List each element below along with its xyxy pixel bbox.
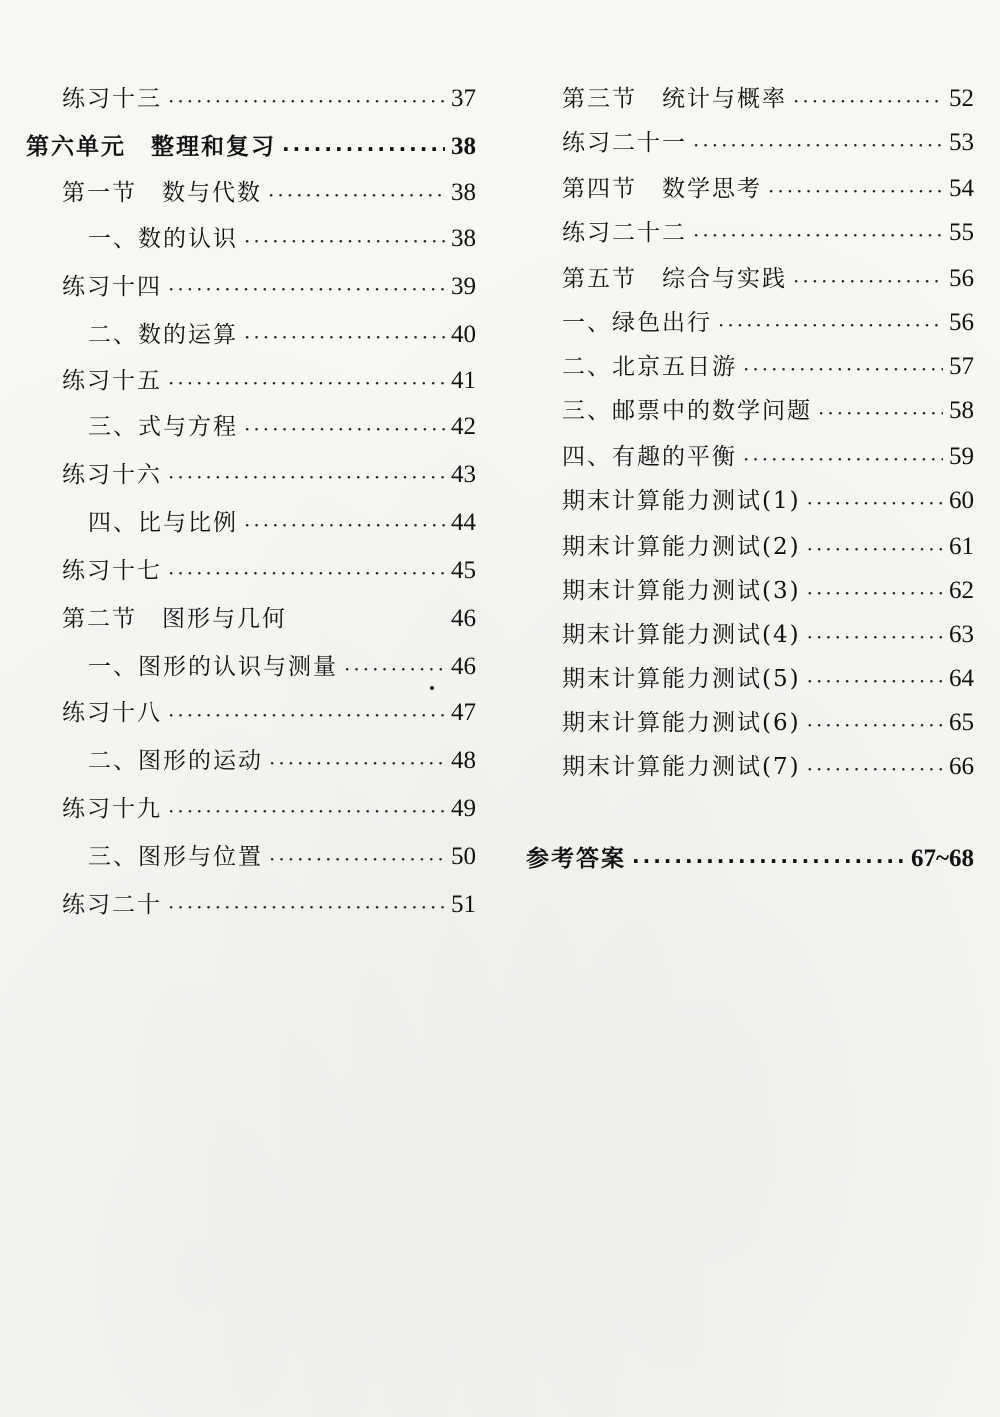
toc-entry-page: 38	[451, 133, 476, 160]
toc-entry-label: 二、北京五日游	[562, 354, 737, 380]
leader-dots	[793, 86, 943, 116]
toc-entry[interactable]	[62, 82, 476, 116]
toc-subsection[interactable]	[88, 650, 476, 684]
toc-entry-label: 第四节 数学思考	[562, 176, 762, 202]
toc-entry-page: 46	[451, 605, 476, 632]
leader-dots	[718, 310, 943, 340]
leader-dots	[168, 368, 445, 398]
leader-dots	[269, 844, 445, 874]
toc-entry-label: 二、图形的运动	[88, 748, 263, 774]
leader-dots	[743, 444, 943, 474]
toc-entry-label: 练习十七	[62, 558, 162, 584]
toc-entry[interactable]	[62, 554, 476, 588]
toc-entry-page: 67~68	[910, 845, 974, 872]
leader-dots	[344, 654, 445, 684]
leader-dots	[168, 462, 445, 492]
toc-entry-label: 期末计算能力测试(6)	[562, 710, 801, 736]
toc-subsection[interactable]	[562, 350, 974, 384]
toc-subsection[interactable]	[88, 410, 476, 444]
toc-subsection[interactable]	[88, 506, 476, 540]
toc-entry-label: 期末计算能力测试(7)	[562, 754, 801, 780]
toc-entry-label: 二、数的运算	[88, 322, 238, 348]
toc-entry-label: 第一节 数与代数	[62, 180, 262, 206]
toc-entry-page: 55	[949, 219, 974, 246]
leader-dots	[743, 354, 943, 384]
leader-dots	[632, 846, 905, 876]
toc-section[interactable]	[62, 602, 476, 636]
toc-entry-page: 46	[451, 653, 476, 680]
leader-dots	[693, 130, 943, 160]
toc-subsection[interactable]	[88, 840, 476, 874]
toc-entry-page: 52	[949, 85, 974, 112]
toc-entry-label: 练习十六	[62, 462, 162, 488]
toc-section[interactable]	[562, 172, 974, 206]
toc-entry-label: 三、式与方程	[88, 414, 238, 440]
toc-entry-page: 48	[451, 747, 476, 774]
toc-entry-page: 38	[451, 225, 476, 252]
toc-subsection[interactable]	[562, 440, 974, 474]
toc-entry[interactable]	[562, 484, 974, 518]
leader-dots	[244, 414, 445, 444]
toc-entry-page: 56	[949, 265, 974, 292]
leader-dots	[168, 558, 445, 588]
toc-entry[interactable]	[562, 216, 974, 250]
leader-dots	[282, 134, 445, 164]
toc-entry[interactable]	[62, 696, 476, 730]
toc-entry-page: 62	[949, 577, 974, 604]
toc-entry-page: 61	[949, 533, 974, 560]
toc-entry-page: 53	[949, 129, 974, 156]
toc-entry-label: 第二节 图形与几何	[62, 606, 287, 632]
leader-dots	[168, 892, 445, 922]
toc-section[interactable]	[562, 262, 974, 296]
toc-entry[interactable]	[562, 618, 974, 652]
toc-subsection[interactable]	[88, 744, 476, 778]
toc-entry-label: 练习二十	[62, 892, 162, 918]
toc-entry-page: 59	[949, 443, 974, 470]
leader-dots	[168, 274, 445, 304]
toc-entry-page: 58	[949, 397, 974, 424]
toc-entry[interactable]	[62, 270, 476, 304]
toc-entry-page: 50	[451, 843, 476, 870]
toc-entry-label: 练习十八	[62, 700, 162, 726]
toc-entry-label: 练习二十一	[562, 130, 687, 156]
toc-entry-label: 练习十五	[62, 368, 162, 394]
leader-dots	[168, 700, 445, 730]
leader-dots	[807, 666, 943, 696]
stray-ink-dot	[430, 686, 434, 690]
leader-dots	[807, 488, 943, 518]
toc-entry[interactable]	[62, 888, 476, 922]
leader-dots	[793, 266, 943, 296]
toc-entry-label: 期末计算能力测试(3)	[562, 578, 801, 604]
toc-entry[interactable]	[562, 750, 974, 784]
toc-entry[interactable]	[562, 126, 974, 160]
toc-entry-label: 三、邮票中的数学问题	[562, 398, 812, 424]
toc-entry-page: 47	[451, 699, 476, 726]
toc-unit-heading[interactable]	[26, 130, 476, 164]
toc-answers-heading[interactable]	[526, 842, 974, 876]
toc-entry-label: 期末计算能力测试(4)	[562, 622, 801, 648]
toc-entry-label: 四、有趣的平衡	[562, 444, 737, 470]
toc-entry-page: 49	[451, 795, 476, 822]
toc-entry-label: 一、图形的认识与测量	[88, 654, 338, 680]
toc-entry-label: 第六单元 整理和复习	[26, 134, 276, 160]
toc-entry-page: 37	[451, 85, 476, 112]
toc-entry-page: 66	[949, 753, 974, 780]
leader-dots	[807, 622, 943, 652]
toc-entry[interactable]	[562, 662, 974, 696]
toc-entry-page: 39	[451, 273, 476, 300]
toc-subsection[interactable]	[88, 222, 476, 256]
toc-entry-label: 期末计算能力测试(2)	[562, 534, 801, 560]
toc-entry[interactable]	[562, 530, 974, 564]
toc-entry-label: 练习十九	[62, 796, 162, 822]
toc-entry-label: 期末计算能力测试(5)	[562, 666, 801, 692]
toc-entry-page: 38	[451, 179, 476, 206]
toc-entry-page: 63	[949, 621, 974, 648]
toc-entry-page: 65	[949, 709, 974, 736]
toc-section[interactable]	[562, 82, 974, 116]
toc-entry[interactable]	[62, 364, 476, 398]
leader-dots	[244, 510, 445, 540]
toc-entry-page: 51	[451, 891, 476, 918]
leader-dots	[807, 578, 943, 608]
toc-entry-page: 56	[949, 309, 974, 336]
toc-entry-label: 练习十四	[62, 274, 162, 300]
toc-entry-label: 三、图形与位置	[88, 844, 263, 870]
toc-entry-label: 练习二十二	[562, 220, 687, 246]
toc-entry-label: 第三节 统计与概率	[562, 86, 787, 112]
toc-entry-page: 54	[949, 175, 974, 202]
leader-dots	[268, 180, 445, 210]
toc-entry-page: 44	[451, 509, 476, 536]
toc-subsection[interactable]	[88, 318, 476, 352]
toc-entry-page: 40	[451, 321, 476, 348]
toc-entry[interactable]	[562, 574, 974, 608]
toc-entry-label: 练习十三	[62, 86, 162, 112]
toc-entry-page: 43	[451, 461, 476, 488]
toc-subsection[interactable]	[562, 306, 974, 340]
leader-dots	[168, 86, 445, 116]
leader-dots	[807, 534, 943, 564]
leader-dots	[269, 748, 445, 778]
leader-dots	[244, 226, 445, 256]
leader-dots	[168, 796, 445, 826]
toc-entry-label: 参考答案	[526, 846, 626, 872]
toc-entry[interactable]	[62, 792, 476, 826]
toc-entry-page: 60	[949, 487, 974, 514]
toc-entry-label: 一、绿色出行	[562, 310, 712, 336]
leader-dots	[818, 398, 943, 428]
toc-entry-page: 57	[949, 353, 974, 380]
toc-entry-label: 一、数的认识	[88, 226, 238, 252]
leader-dots	[768, 176, 943, 206]
toc-entry-label: 四、比与比例	[88, 510, 238, 536]
leader-dots	[693, 220, 943, 250]
toc-entry[interactable]	[562, 706, 974, 740]
toc-entry-page: 45	[451, 557, 476, 584]
toc-entry-page: 64	[949, 665, 974, 692]
toc-section[interactable]	[62, 176, 476, 210]
toc-entry[interactable]	[62, 458, 476, 492]
toc-entry-label: 期末计算能力测试(1)	[562, 488, 801, 514]
leader-dots	[807, 754, 943, 784]
leader-dots	[807, 710, 943, 740]
toc-entry-label: 第五节 综合与实践	[562, 266, 787, 292]
toc-subsection[interactable]	[562, 394, 974, 428]
toc-entry-page: 42	[451, 413, 476, 440]
leader-dots	[244, 322, 445, 352]
toc-entry-page: 41	[451, 367, 476, 394]
